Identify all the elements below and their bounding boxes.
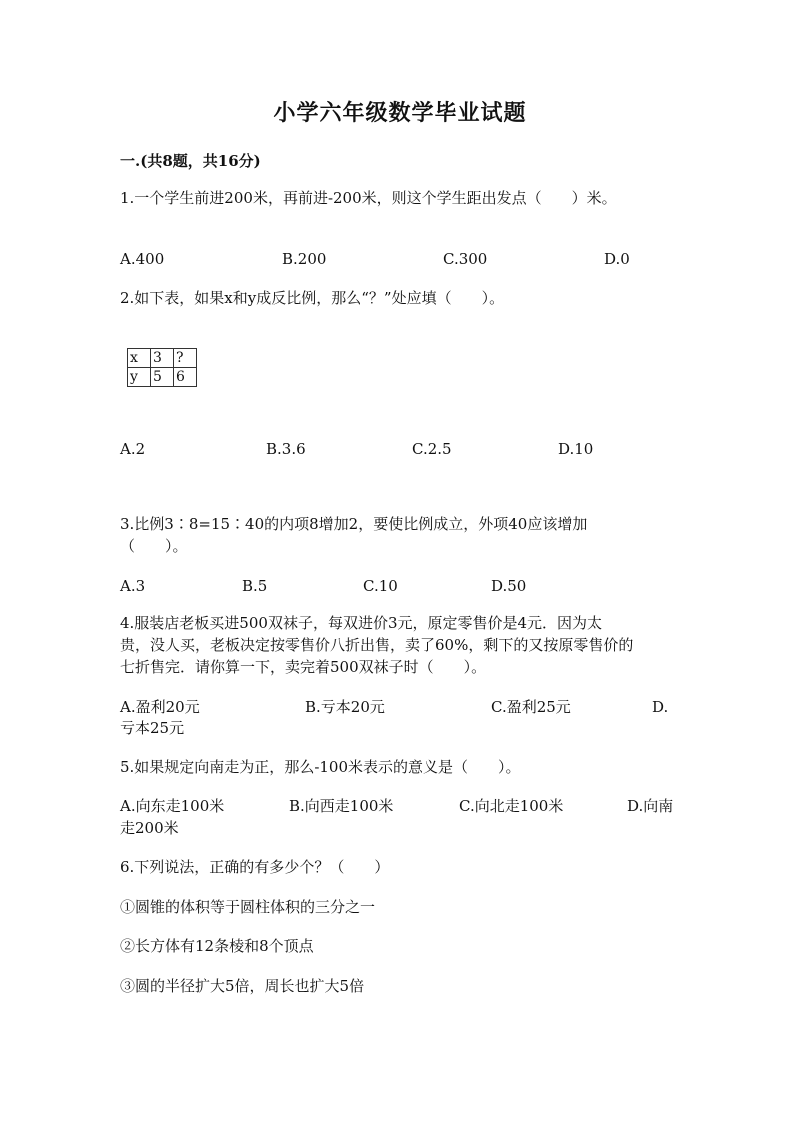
table-row bbox=[128, 368, 197, 387]
table-cell: 3 bbox=[151, 349, 174, 368]
question-5-option-c[interactable]: C.向北走100米 bbox=[459, 797, 564, 815]
question-1-option-a[interactable]: A.400 bbox=[120, 250, 165, 268]
section-header: 一.(共8题，共16分) bbox=[120, 152, 261, 170]
question-4-option-d[interactable]: D. bbox=[652, 698, 669, 716]
question-4-option-c[interactable]: C.盈利25元 bbox=[491, 698, 571, 716]
question-6-text: 6.下列说法，正确的有多少个？（ ） bbox=[120, 858, 390, 876]
question-4-text-line-1: 4.服装店老板买进500双袜子，每双进价3元，原定零售价是4元．因为太 bbox=[120, 614, 603, 632]
question-3-option-b[interactable]: B.5 bbox=[242, 577, 268, 595]
question-3-option-c[interactable]: C.10 bbox=[363, 577, 398, 595]
question-1-option-d[interactable]: D.0 bbox=[604, 250, 630, 268]
table-cell: y bbox=[128, 368, 151, 387]
question-4-option-a[interactable]: A.盈利20元 bbox=[120, 698, 200, 716]
question-4-option-b[interactable]: B.亏本20元 bbox=[305, 698, 385, 716]
table-row bbox=[128, 349, 197, 368]
question-5-option-a[interactable]: A.向东走100米 bbox=[120, 797, 225, 815]
question-2-option-b[interactable]: B.3.6 bbox=[266, 440, 306, 458]
question-5-option-d[interactable]: D.向南 bbox=[627, 797, 674, 815]
table-cell: 5 bbox=[151, 368, 174, 387]
table-cell: x bbox=[128, 349, 151, 368]
question-3-option-d[interactable]: D.50 bbox=[491, 577, 527, 595]
question-4-text-line-2: 贵，没人买，老板决定按零售价八折出售，卖了60%，剩下的又按原零售价的 bbox=[120, 636, 634, 654]
question-3-text-line-1: 3.比例3∶8=15∶40的内项8增加2，要使比例成立，外项40应该增加 bbox=[120, 515, 588, 533]
question-6-statement-1: ①圆锥的体积等于圆柱体积的三分之一 bbox=[120, 898, 376, 916]
question-1-option-c[interactable]: C.300 bbox=[443, 250, 488, 268]
table-cell: 6 bbox=[174, 368, 197, 387]
question-2-option-d[interactable]: D.10 bbox=[558, 440, 594, 458]
question-2-option-a[interactable]: A.2 bbox=[120, 440, 146, 458]
question-3-option-a[interactable]: A.3 bbox=[120, 577, 146, 595]
question-1-text: 1.一个学生前进200米，再前进-200米，则这个学生距出发点（ ）米。 bbox=[120, 189, 617, 207]
proportion-table bbox=[127, 348, 197, 387]
question-5-option-b[interactable]: B.向西走100米 bbox=[289, 797, 394, 815]
question-5-option-d-continued[interactable]: 走200米 bbox=[120, 819, 179, 837]
question-3-text-line-2: （ ）。 bbox=[120, 537, 188, 555]
question-4-option-d-continued[interactable]: 亏本25元 bbox=[120, 719, 185, 737]
question-1-option-b[interactable]: B.200 bbox=[282, 250, 327, 268]
question-2-text: 2.如下表，如果x和y成反比例，那么“？”处应填（ ）。 bbox=[120, 289, 505, 307]
table-cell: ? bbox=[174, 349, 197, 368]
question-2-option-c[interactable]: C.2.5 bbox=[412, 440, 452, 458]
question-6-statement-3: ③圆的半径扩大5倍，周长也扩大5倍 bbox=[120, 977, 365, 995]
question-6-statement-2: ②长方体有12条棱和8个顶点 bbox=[120, 937, 314, 955]
page-title: 小学六年级数学毕业试题 bbox=[273, 100, 527, 126]
question-4-text-line-3: 七折售完．请你算一下，卖完着500双袜子时（ ）。 bbox=[120, 658, 487, 676]
question-5-text: 5.如果规定向南走为正，那么-100米表示的意义是（ ）。 bbox=[120, 758, 521, 776]
